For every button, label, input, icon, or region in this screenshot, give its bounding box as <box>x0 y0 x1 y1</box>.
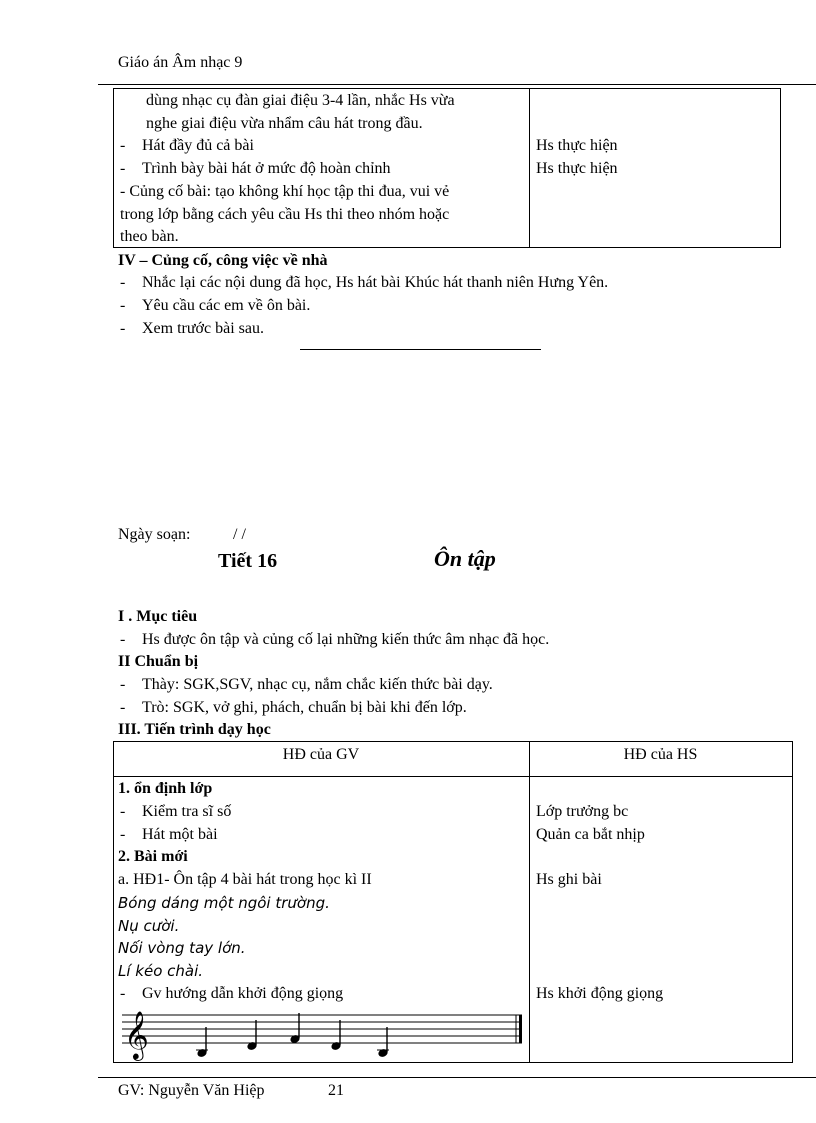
table2-r1-gv: 1. ổn định lớp <box>118 780 213 797</box>
table1-gv-line-6: trong lớp bằng cách yêu cầu Hs thi theo nhóm hoặc <box>120 206 450 223</box>
table2-header-gv: HĐ của GV <box>282 746 360 763</box>
song-1: Bóng dáng một ngôi trường. <box>118 894 330 912</box>
section-ii-title: II Chuẩn bị <box>118 653 199 670</box>
song-2: Nụ cười. <box>118 917 180 935</box>
section-iv-item-1: - Nhắc lại các nội dung đã học, Hs hát bài Khúc hát thanh niên Hưng Yên. <box>120 274 609 291</box>
footer-page-number: 21 <box>328 1082 344 1099</box>
section-iv-title: IV – Củng cố, công việc về nhà <box>118 252 328 269</box>
footer-author: GV: Nguyễn Văn Hiệp <box>118 1082 265 1099</box>
table1-gv-line-4: - Trình bày bài hát ở mức độ hoàn chỉnh <box>120 160 391 177</box>
table1-gv-line-5: - Củng cố bài: tạo không khí học tập thi đua, vui vẻ <box>120 183 450 200</box>
section-ii-item-2: - Trò: SGK, vở ghi, phách, chuẩn bị bài khi đến lớp. <box>120 699 467 716</box>
section-i-item-1: - Hs được ôn tập và củng cố lại những kiến thức âm nhạc đã học. <box>120 631 550 648</box>
table2-r2-hs: Lớp trưởng bc <box>536 803 629 820</box>
section-iii-title: III. Tiến trình dạy học <box>118 721 271 738</box>
table2-r2-gv: - Kiểm tra sĩ số <box>120 803 232 820</box>
footer-rule <box>98 1077 816 1078</box>
table2-r5-gv: a. HĐ1- Ôn tập 4 bài hát trong học kì II <box>118 871 372 888</box>
date-label: Ngày soạn: <box>118 526 191 543</box>
table1-gv-line-3: - Hát đầy đủ cả bài <box>120 137 254 154</box>
header-rule <box>98 84 816 85</box>
table2-r4-gv: 2. Bài mới <box>118 848 188 865</box>
staff-notes <box>196 1013 389 1057</box>
treble-clef-icon: 𝄞 <box>124 1010 149 1059</box>
table2-r3-hs: Quản ca bắt nhịp <box>536 826 645 843</box>
table2-r5-hs: Hs ghi bài <box>536 871 602 888</box>
lesson-period: Tiết 16 <box>218 550 278 572</box>
section-iv-item-3: - Xem trước bài sau. <box>120 320 264 337</box>
song-4: Lí kéo chài. <box>118 962 204 980</box>
table2-r3-gv: - Hát một bài <box>120 826 218 843</box>
section-ii-item-1: - Thày: SGK,SGV, nhạc cụ, nắm chắc kiến thức bài dạy. <box>120 676 493 693</box>
table1-hs-line-4: Hs thực hiện <box>536 160 618 177</box>
date-value: / / <box>233 526 246 543</box>
table2-r10-hs: Hs khởi động giọng <box>536 985 664 1002</box>
table1-gv-line-1: dùng nhạc cụ đàn giai điệu 3-4 lần, nhắc Hs vừa <box>146 92 455 109</box>
section-iv-item-2: - Yêu cầu các em về ôn bài. <box>120 297 311 314</box>
lesson-title: Ôn tập <box>434 546 496 571</box>
end-separator <box>300 349 541 350</box>
song-3: Nối vòng tay lớn. <box>118 939 246 957</box>
table1-gv-line-2: nghe giai điệu vừa nhẩm câu hát trong đầu. <box>146 115 423 132</box>
table1-hs-line-3: Hs thực hiện <box>536 137 618 154</box>
section-i-title: I . Mục tiêu <box>118 608 198 625</box>
music-staff <box>118 1005 528 1061</box>
table2-r10-gv: - Gv hướng dẫn khởi động giọng <box>120 985 344 1002</box>
table2-header-hs: HĐ của HS <box>623 746 698 763</box>
page-header: Giáo án Âm nhạc 9 <box>118 54 243 71</box>
table1-gv-line-7: theo bàn. <box>120 228 179 245</box>
